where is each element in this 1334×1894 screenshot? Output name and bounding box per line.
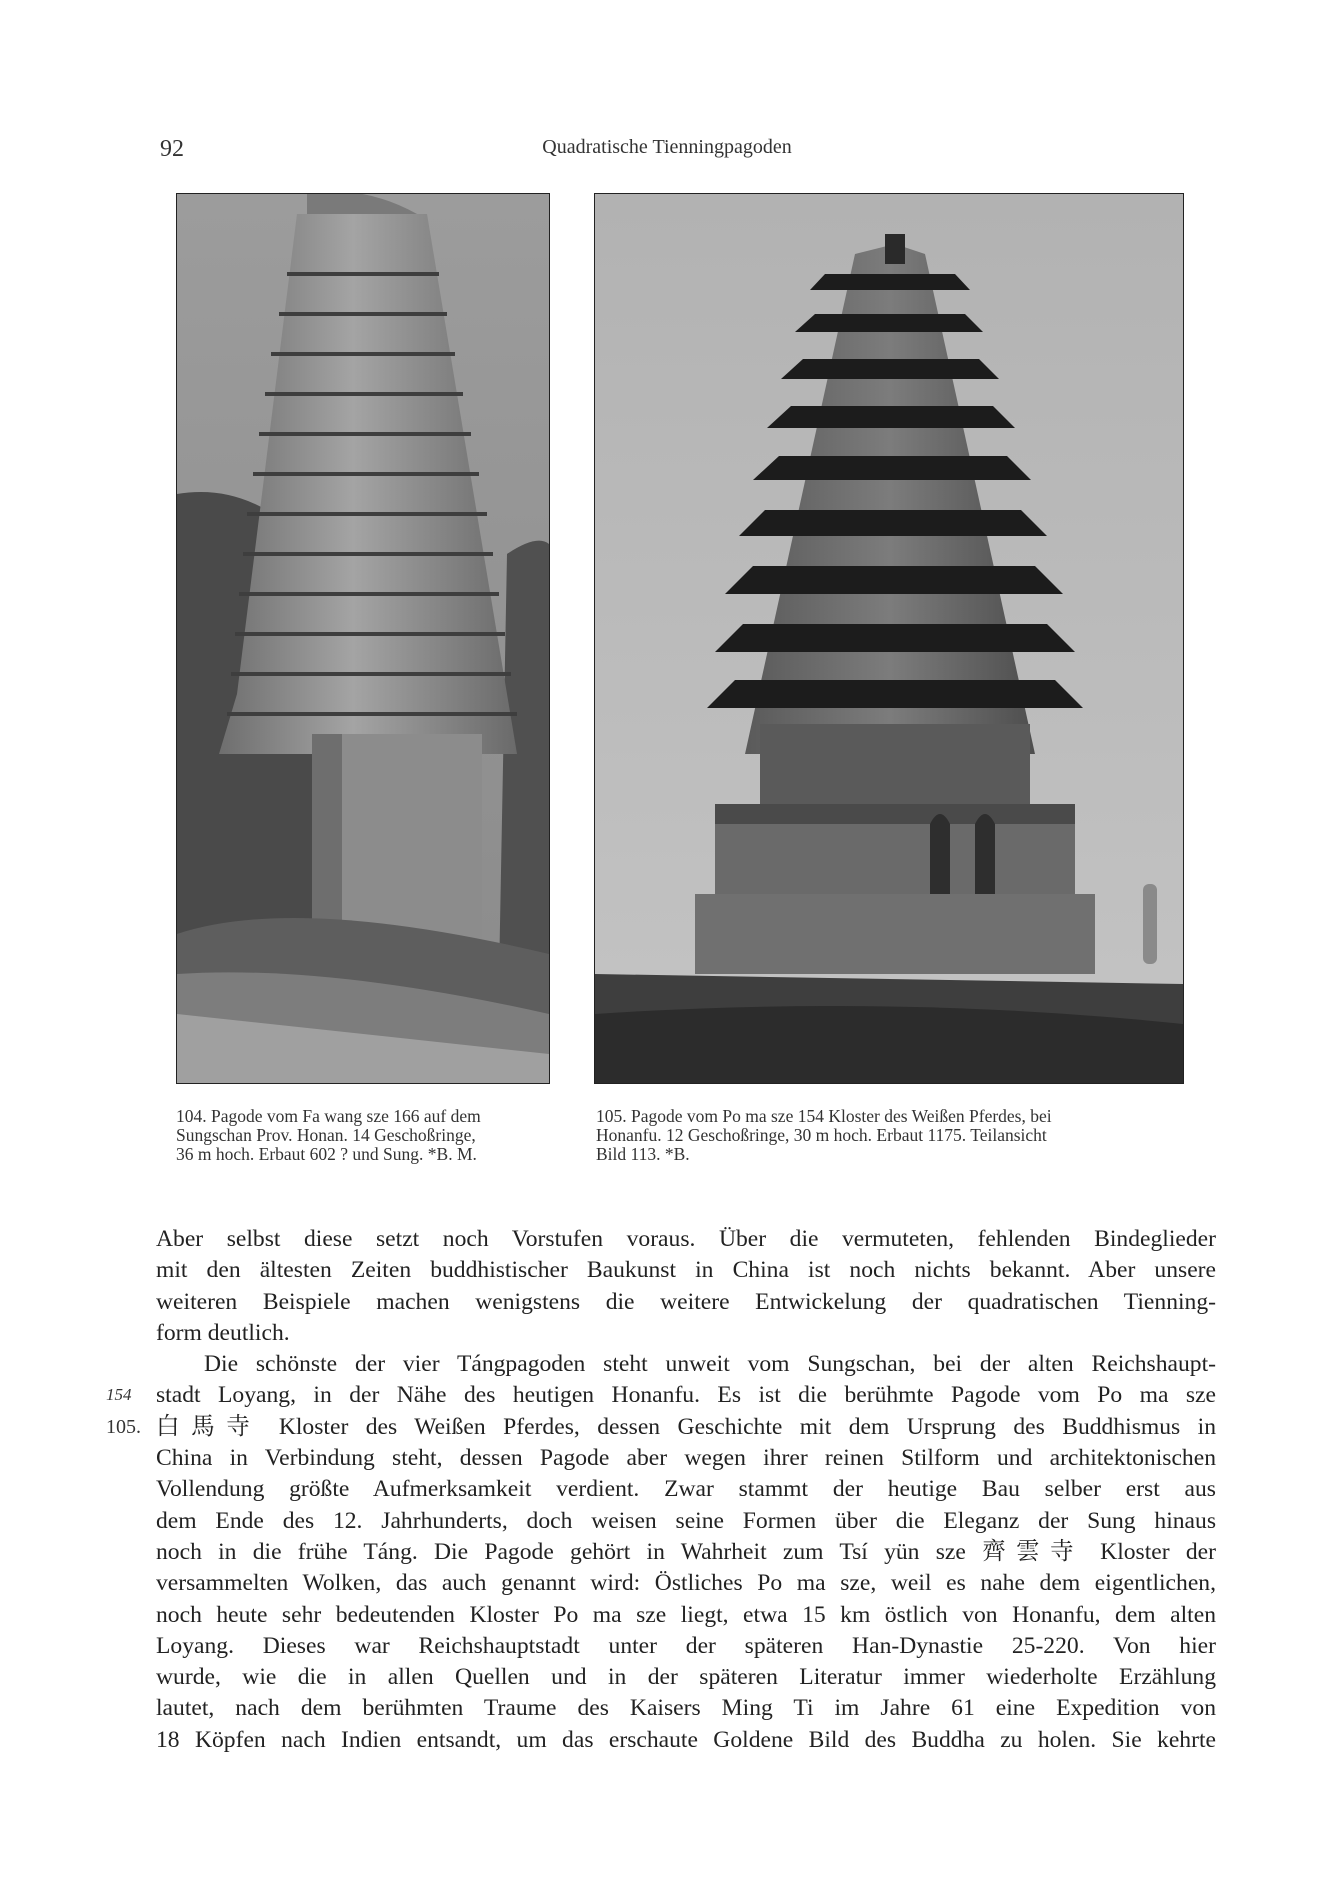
caption-line: 105. Pagode vom Po ma sze 154 Kloster des Weißen Pferdes, bei (596, 1106, 1052, 1126)
photo-pagoda-fa-wang-sze (176, 193, 550, 1084)
text-line: noch heute sehr bedeutenden Kloster Po ma sze liegt, etwa 15 km östlich von Honanfu, dem alten (156, 1601, 1216, 1628)
text-line: Vollendung größte Aufmerksamkeit verdient. Zwar stammt der heutige Bau selber erst aus (156, 1476, 1216, 1503)
caption-line: 104. Pagode vom Fa wang sze 166 auf dem (176, 1106, 481, 1126)
margin-reference-154: 154 (106, 1385, 132, 1404)
caption-line: Honanfu. 12 Geschoßringe, 30 m hoch. Erbaut 1175. Teilansicht (596, 1125, 1047, 1145)
caption-line: Bild 113. *B. (596, 1144, 690, 1164)
text-line: Die schönste der vier Tángpagoden steht unweit vom Sungschan, bei der alten Reichshaupt- (204, 1351, 1216, 1378)
pagoda-photograph-104 (177, 194, 549, 1083)
photo-pagoda-po-ma-sze (594, 193, 1184, 1084)
text-line: Loyang. Dieses war Reichshauptstadt unter der späteren Han-Dynastie 25-220. Von hier (156, 1632, 1216, 1659)
text-line: form deutlich. (156, 1319, 290, 1346)
figure-caption-104 (176, 1107, 554, 1164)
text-line: Aber selbst diese setzt noch Vorstufen voraus. Über die vermuteten, fehlenden Bindeglieder (156, 1226, 1216, 1252)
text-line: mit den ältesten Zeiten buddhistischer Baukunst in China ist noch nichts bekannt. Aber unsere (156, 1257, 1216, 1284)
text-line: versammelten Wolken, das auch genannt wird: Östliches Po ma sze, weil es nahe dem eigentlichen, (156, 1570, 1216, 1597)
figure-caption-105 (596, 1107, 1186, 1164)
running-head: Quadratische Tienningpagoden (542, 136, 792, 158)
caption-line: 36 m hoch. Erbaut 602 ? und Sung. *B. M. (176, 1144, 477, 1164)
text-line: lautet, nach dem berühmten Traume des Kaisers Ming Ti im Jahre 61 eine Expedition von (156, 1695, 1216, 1722)
text-line: 18 Köpfen nach Indien entsandt, um das erschaute Goldene Bild des Buddha zu holen. Sie kehrte (156, 1726, 1216, 1753)
text-line: stadt Loyang, in der Nähe des heutigen Honanfu. Es ist die berühmte Pagode vom Po ma sze (156, 1382, 1216, 1409)
body-text (156, 1224, 1216, 1756)
margin-reference-105: 105. (106, 1416, 141, 1438)
text-line: weiteren Beispiele machen wenigstens die weitere Entwickelung der quadratischen Tienning- (156, 1288, 1216, 1315)
text-line: noch in die frühe Táng. Die Pagode gehört in Wahrheit zum Tsí yün sze 齊雲寺 Kloster der (156, 1538, 1216, 1565)
caption-line: Sungschan Prov. Honan. 14 Geschoßringe, (176, 1125, 476, 1145)
pagoda-photograph-105 (595, 194, 1183, 1083)
text-line: 白馬寺 Kloster des Weißen Pferdes, dessen Geschichte mit dem Ursprung des Buddhismus in (156, 1413, 1216, 1440)
text-line: dem Ende des 12. Jahrhunderts, doch weisen seine Formen über die Eleganz der Sung hinaus (156, 1507, 1216, 1534)
paragraph-2 (156, 1349, 1216, 1756)
text-line: wurde, wie die in allen Quellen und in der späteren Literatur immer wiederholte Erzählung (156, 1664, 1216, 1691)
page-number: 92 (160, 136, 184, 162)
text-line: China in Verbindung steht, dessen Pagode aber wegen ihrer reinen Stilform und architektonischen (156, 1445, 1216, 1472)
paragraph-1 (156, 1224, 1216, 1349)
